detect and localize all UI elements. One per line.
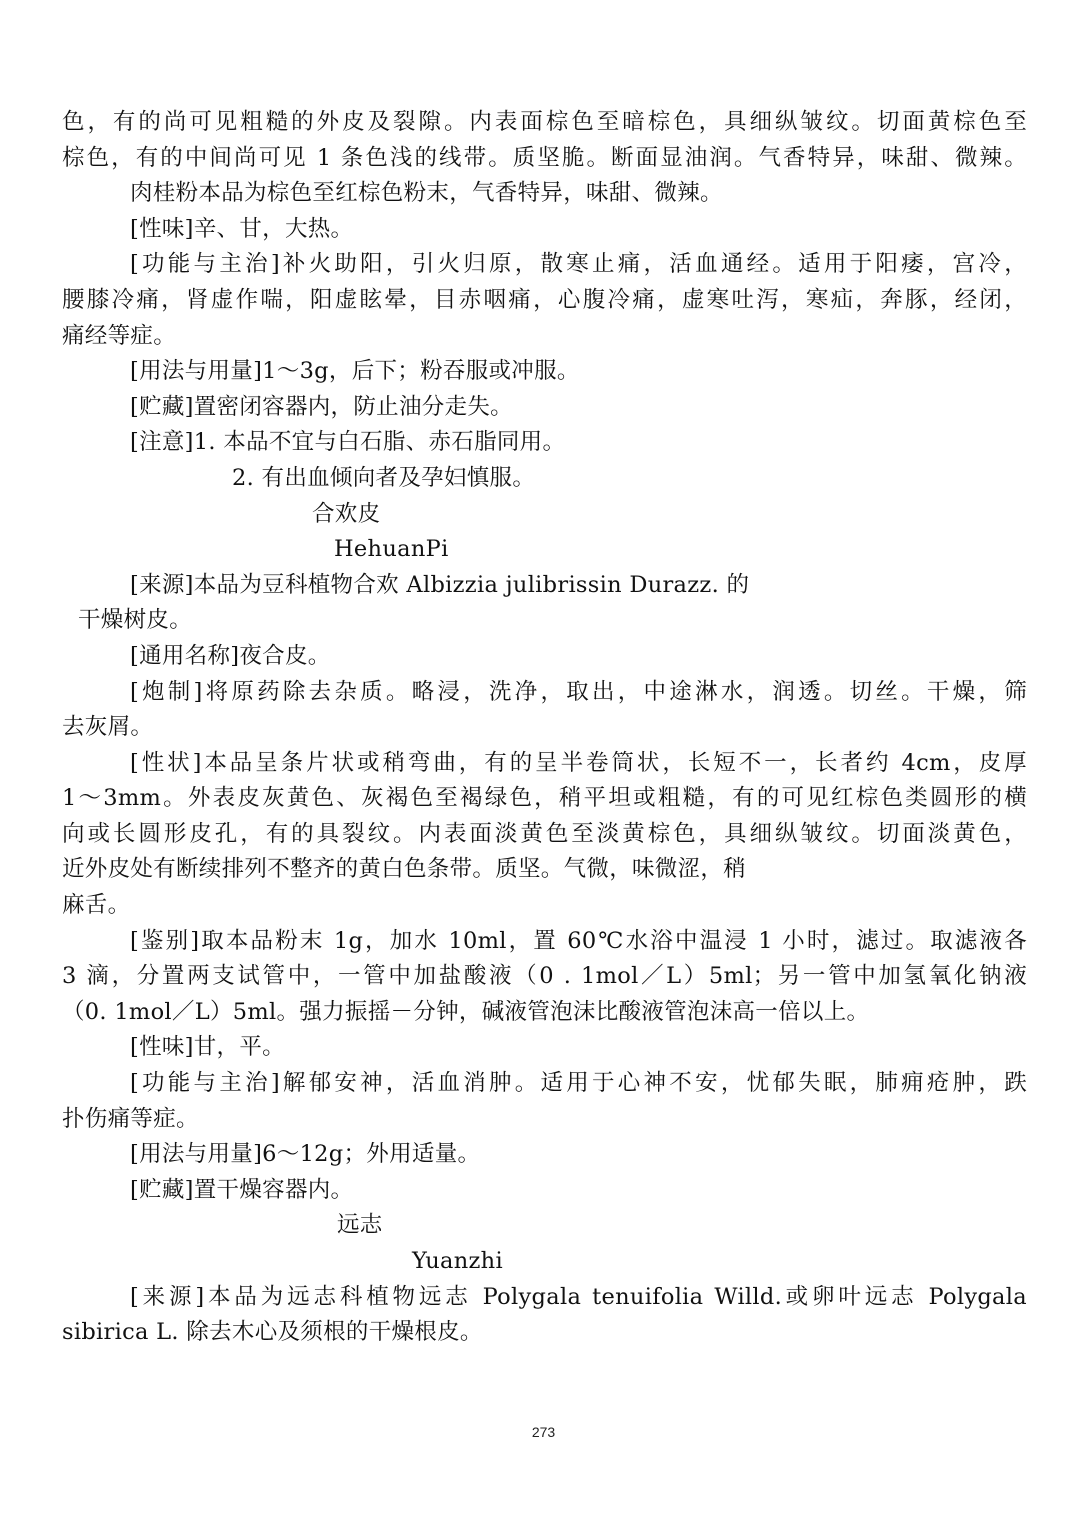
text-line: 棕色，有的中间尚可见 1 条色浅的线带。质坚脆。断面显油润。气香特异，味甜、微辣。	[62, 144, 1027, 171]
caution-item-2: 2. 有出血倾向者及孕妇慎服。	[232, 464, 536, 491]
text-line: 腰膝冷痛，肾虚作喘，阳虚眩晕，目赤咽痛，心腹冷痛，虚寒吐泻，寒疝，奔豚，经闭，	[62, 286, 1027, 313]
section-caution: [注意]1. 本品不宜与白石脂、赤石脂同用。	[130, 429, 566, 456]
section-common-name: [通用名称]夜合皮。	[130, 642, 331, 669]
entry-romanization-hehuanpi: HehuanPi	[334, 536, 449, 563]
entry-title-hehuanpi: 合欢皮	[312, 500, 381, 527]
section-dosage: [用法与用量]1～3g，后下；粉吞服或冲服。	[130, 358, 580, 385]
section-dosage: [用法与用量]6～12g；外用适量。	[130, 1141, 481, 1168]
text-line: 3 滴，分置两支试管中，一管中加盐酸液（0 . 1mol／L）5ml；另一管中加氢氧化钠液	[62, 963, 1027, 990]
page-body	[62, 105, 1027, 1351]
text-line: 色，有的尚可见粗糙的外皮及裂隙。内表面棕色至暗棕色，具细纵皱纹。切面黄棕色至	[62, 109, 1027, 135]
text-line: 向或长圆形皮孔，有的具裂纹。内表面淡黄色至淡黄棕色，具细纵皱纹。切面淡黄色，	[62, 820, 1027, 847]
text-line: 近外皮处有断续排列不整齐的黄白色条带。质坚。气微，味微涩，稍	[62, 856, 747, 883]
text-line: sibirica L. 除去木心及须根的干燥根皮。	[62, 1319, 483, 1346]
text-line: 去灰屑。	[62, 714, 154, 741]
entry-romanization-yuanzhi: Yuanzhi	[412, 1248, 503, 1274]
section-source: [来源]本品为远志科植物远志 Polygala tenuifolia Willd.或卵叶远志 Polygala	[130, 1283, 1027, 1310]
section-processing: [炮制]将原药除去杂质。略浸，洗净，取出，中途淋水，润透。切丝。干燥，筛	[130, 678, 1027, 705]
text-line: 干燥树皮。	[78, 607, 193, 634]
text-line: 1～3mm。外表皮灰黄色、灰褐色至褐绿色，稍平坦或粗糙，有的可见红棕色类圆形的横	[62, 785, 1027, 812]
section-identification: [鉴别]取本品粉末 1g，加水 10ml，置 60℃水浴中温浸 1 小时，滤过。取滤液各	[130, 927, 1027, 954]
section-taste: [性味]甘，平。	[130, 1034, 285, 1061]
section-function: [功能与主治]解郁安神，活血消肿。适用于心神不安，忧郁失眠，肺痈疮肿，跌	[130, 1070, 1027, 1097]
text-line: 痛经等症。	[62, 322, 177, 349]
text-line: （0. 1mol／L）5ml。强力振摇－分钟，碱液管泡沫比酸液管泡沫高一倍以上。	[62, 998, 870, 1025]
section-source: [来源]本品为豆科植物合欢 Albizzia julibrissin Durazz. 的	[130, 571, 750, 598]
section-characteristics: [性状]本品呈条片状或稍弯曲，有的呈半卷筒状，长短不一，长者约 4cm，皮厚	[130, 749, 1027, 776]
section-taste: [性味]辛、甘，大热。	[130, 215, 354, 242]
section-storage: [贮藏]置密闭容器内，防止油分走失。	[130, 393, 513, 420]
section-function: [功能与主治]补火助阳，引火归原，散寒止痛，活血通经。适用于阳痿，宫冷，	[130, 251, 1027, 278]
page-number: 273	[531, 1424, 556, 1440]
section-storage: [贮藏]置干燥容器内。	[130, 1176, 354, 1203]
paragraph-start: 肉桂粉本品为棕色至红棕色粉末，气香特异，味甜、微辣。	[130, 180, 723, 207]
text-line: 扑伤痛等症。	[62, 1105, 199, 1132]
text-line: 麻舌。	[62, 892, 131, 919]
entry-title-yuanzhi: 远志	[337, 1212, 383, 1239]
